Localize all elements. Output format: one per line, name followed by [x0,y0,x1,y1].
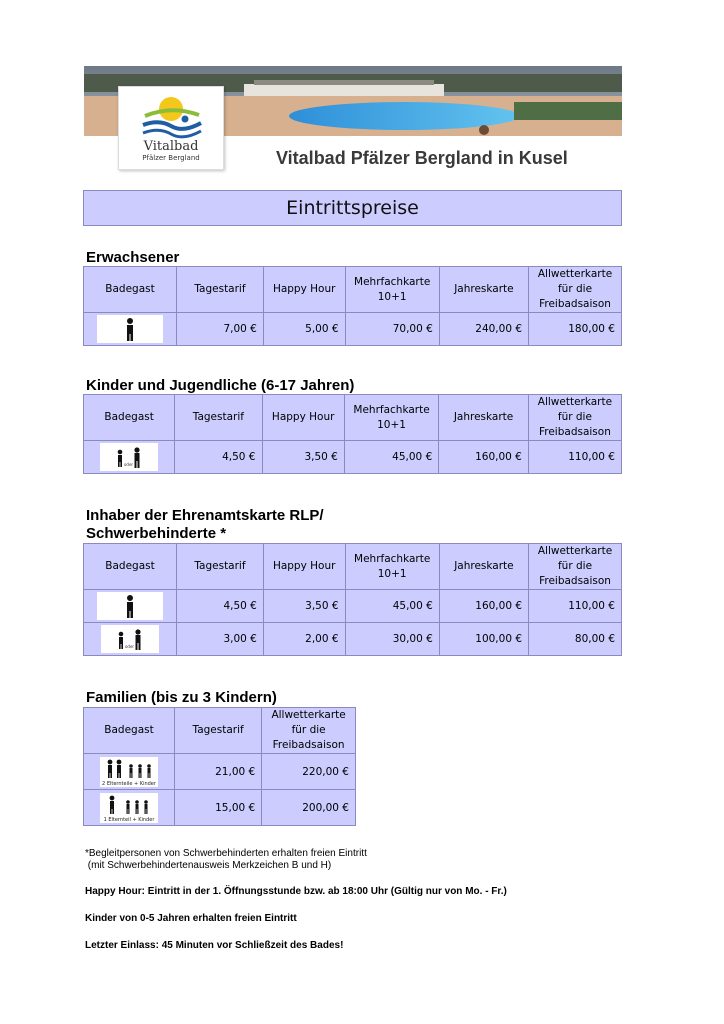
guest-icon-cell [84,313,177,346]
price-cell: 110,00 € [529,590,622,623]
price-cell: 45,00 € [344,441,438,474]
adult-icon [97,315,163,343]
col-header: Tagestarif [175,708,262,754]
section-heading-volunteer-disabled [86,507,324,543]
table-header-row [84,544,622,590]
price-table-adults [83,266,622,346]
price-cell: 160,00 € [439,590,528,623]
icon-caption: 2 Elternteile + Kinder [102,780,156,787]
price-cell: 4,50 € [175,441,262,474]
price-cell: 3,00 € [177,623,264,656]
heading-line: Inhaber der Ehrenamtskarte RLP/ [86,507,324,524]
table-row [84,441,622,474]
col-header: Mehrfachkarte 10+1 [344,395,438,441]
price-cell: 7,00 € [177,313,264,346]
price-cell: 45,00 € [345,590,439,623]
icon-caption: 1 Elternteil + Kinder [103,816,155,823]
col-header: Tagestarif [175,395,262,441]
price-cell: 15,00 € [175,790,262,826]
note-last-entry: Letzter Einlass: 45 Minuten vor Schließzeit des Bades! [85,940,344,951]
price-cell: 240,00 € [439,313,528,346]
table-row [84,623,622,656]
price-cell: 2,00 € [263,623,345,656]
col-header: Allwetterkarte für die Freibadsaison [528,395,621,441]
price-table-children [83,394,622,474]
col-header: Happy Hour [263,267,345,313]
note-kids-free: Kinder von 0-5 Jahren erhalten freien Eintritt [85,913,297,924]
guest-icon-cell [84,590,177,623]
one-parent-children-icon [100,793,158,823]
note-line: *Begleitpersonen von Schwerbehinderten erhalten freien Eintritt [85,848,367,859]
logo-subtitle: Pfälzer Bergland [142,154,200,162]
table-row [84,790,356,826]
col-header: Mehrfachkarte 10+1 [345,267,439,313]
col-header: Badegast [84,544,177,590]
col-header: Allwetterkarte für die Freibadsaison [529,544,622,590]
section-heading-families: Familien (bis zu 3 Kindern) [86,689,277,706]
table-row [84,313,622,346]
col-header: Tagestarif [177,544,264,590]
col-header: Jahreskarte [439,544,528,590]
price-cell: 5,00 € [263,313,345,346]
vitalbad-logo [118,86,224,170]
price-cell: 3,50 € [262,441,344,474]
price-cell: 3,50 € [263,590,345,623]
col-header: Allwetterkarte für die Freibadsaison [262,708,356,754]
guest-icon-cell [84,790,175,826]
price-cell: 30,00 € [345,623,439,656]
price-cell: 110,00 € [528,441,621,474]
child-or-teen-icon [101,625,159,653]
col-header: Badegast [84,708,175,754]
section-heading-children: Kinder und Jugendliche (6-17 Jahren) [86,377,355,394]
table-header-row [84,395,622,441]
price-table-volunteer-disabled [83,543,622,656]
col-header: Badegast [84,395,175,441]
page-title: Eintrittspreise [83,190,622,226]
price-cell: 4,50 € [177,590,264,623]
table-row [84,754,356,790]
icon-caption: oder [124,462,134,467]
col-header: Badegast [84,267,177,313]
price-cell: 21,00 € [175,754,262,790]
col-header: Happy Hour [262,395,344,441]
guest-icon-cell [84,623,177,656]
price-cell: 220,00 € [262,754,356,790]
icon-caption: oder [124,644,135,649]
col-header: Jahreskarte [439,395,529,441]
note-companions [85,848,367,872]
price-cell: 70,00 € [345,313,439,346]
guest-icon-cell [84,754,175,790]
table-header-row [84,267,622,313]
logo-name: Vitalbad [143,139,199,154]
table-row [84,590,622,623]
price-cell: 80,00 € [529,623,622,656]
section-heading-adults: Erwachsener [86,249,180,266]
table-header-row [84,708,356,754]
heading-line: Schwerbehinderte * [86,525,227,542]
note-happy-hour: Happy Hour: Eintritt in der 1. Öffnungsstunde bzw. ab 18:00 Uhr (Gültig nur von Mo. - Fr.) [85,886,507,897]
col-header: Jahreskarte [439,267,528,313]
price-cell: 160,00 € [439,441,529,474]
col-header: Tagestarif [177,267,264,313]
site-title: Vitalbad Pfälzer Bergland in Kusel [276,148,568,168]
col-header: Allwetterkarte für die Freibadsaison [529,267,622,313]
price-cell: 100,00 € [439,623,528,656]
col-header: Happy Hour [263,544,345,590]
guest-icon-cell [84,441,175,474]
two-parents-children-icon [100,757,158,787]
child-or-teen-icon [100,443,158,471]
adult-icon [97,592,163,620]
col-header: Mehrfachkarte 10+1 [345,544,439,590]
price-cell: 200,00 € [262,790,356,826]
price-cell: 180,00 € [529,313,622,346]
note-line: (mit Schwerbehindertenausweis Merkzeichen B und H) [85,860,332,871]
price-table-families [83,707,356,826]
